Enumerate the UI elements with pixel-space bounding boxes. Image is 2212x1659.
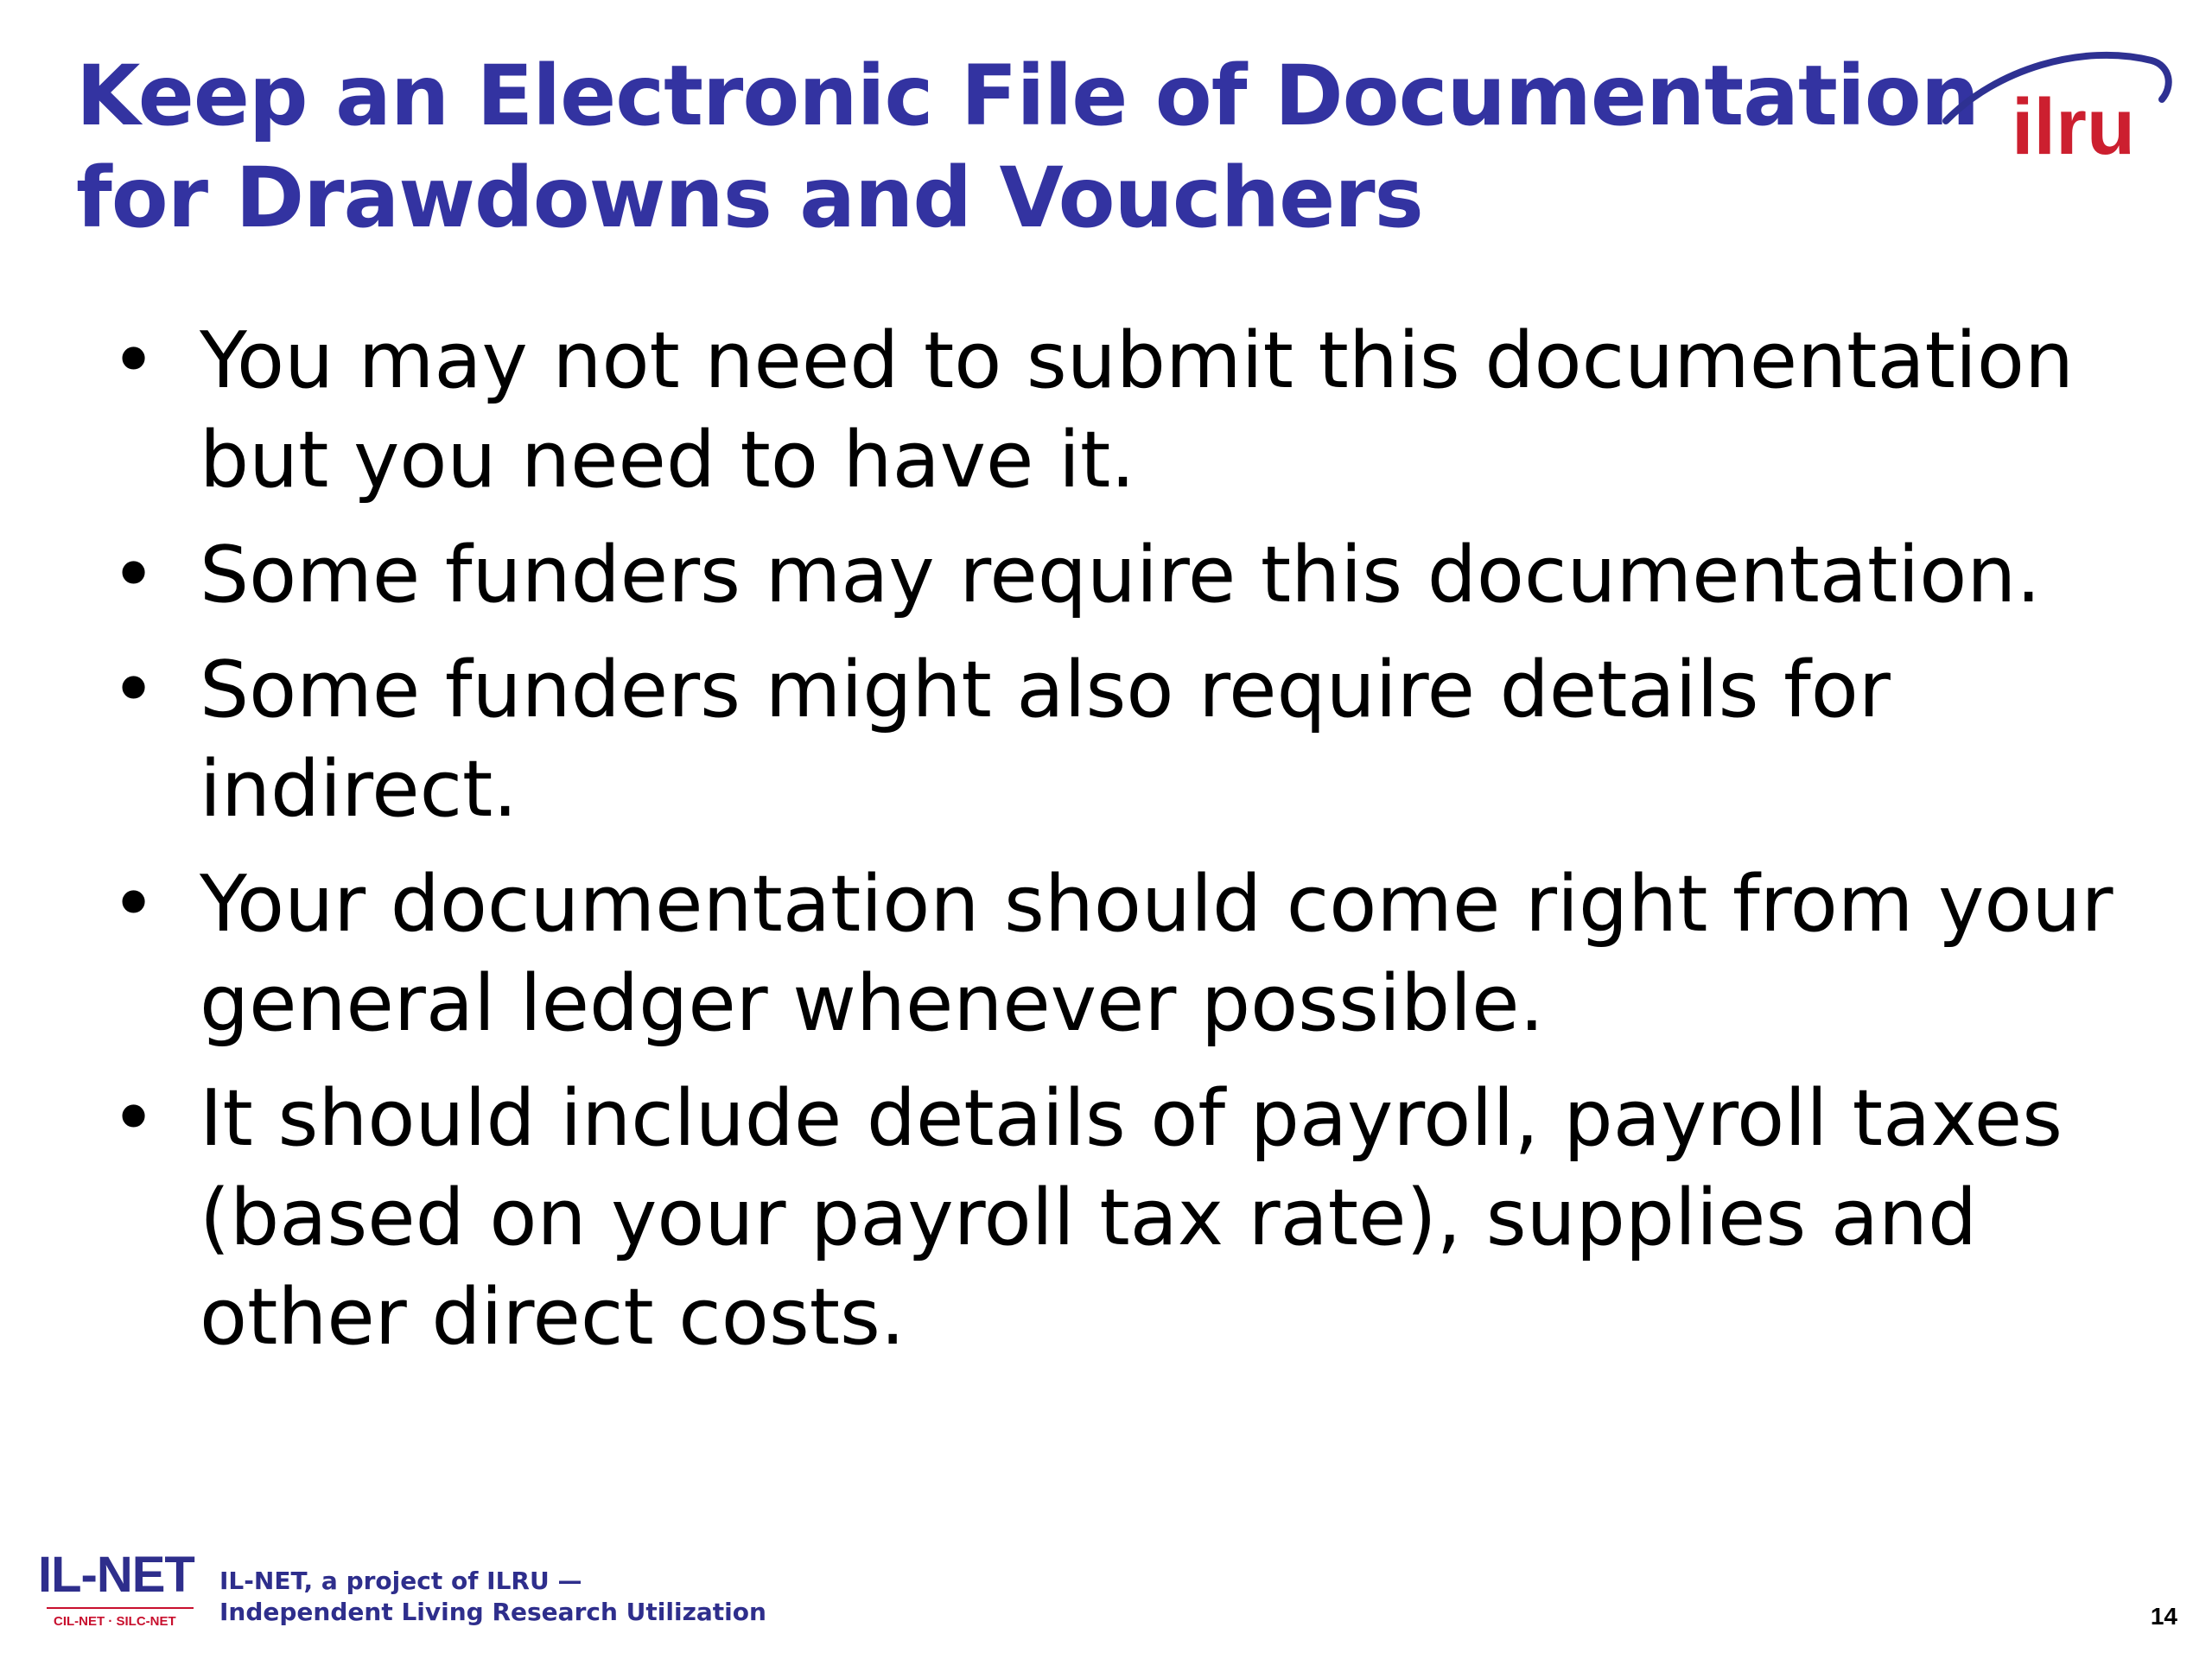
page-number: 14 bbox=[2150, 1603, 2177, 1630]
bullet-item bbox=[111, 311, 2115, 510]
bullet-text: Your documentation should come right from your general ledger whenever possible. bbox=[200, 859, 2113, 1049]
bullet-marker: • bbox=[111, 315, 157, 406]
ilnet-logo-subtext: CIL-NET · SILC-NET bbox=[54, 1614, 176, 1629]
bullet-text: Some funders may require this documentation. bbox=[200, 530, 2041, 620]
bullet-marker: • bbox=[111, 530, 157, 620]
bullet-item bbox=[111, 1069, 2115, 1367]
bullet-marker: • bbox=[111, 1073, 157, 1164]
bullet-marker: • bbox=[111, 645, 157, 735]
ilru-logo-text: ilru bbox=[2012, 83, 2136, 164]
ilnet-logo bbox=[38, 1547, 202, 1642]
bullet-marker: • bbox=[111, 859, 157, 950]
bullet-text: You may not need to submit this documentation but you need to have it. bbox=[200, 315, 2075, 505]
bullet-list bbox=[111, 311, 2115, 1382]
bullet-item bbox=[111, 525, 2115, 625]
ilnet-logo-text: IL-NET bbox=[38, 1547, 194, 1603]
ilru-logo bbox=[1936, 35, 2177, 164]
ilnet-logo-rule bbox=[47, 1607, 194, 1609]
bullet-item bbox=[111, 640, 2115, 839]
bullet-text: Some funders might also require details for indirect. bbox=[200, 645, 1891, 835]
footer-line-2: Independent Living Research Utilization bbox=[219, 1598, 766, 1626]
footer-line-1: IL-NET, a project of ILRU — bbox=[219, 1567, 582, 1595]
bullet-item bbox=[111, 855, 2115, 1053]
slide-title-line-1: Keep an Electronic File of Documentation bbox=[76, 48, 1980, 144]
slide-title-line-2: for Drawdowns and Vouchers bbox=[76, 149, 1423, 246]
slide-title bbox=[76, 45, 1980, 249]
bullet-text: It should include details of payroll, payroll taxes (based on your payroll tax rate), supplies and other direct costs. bbox=[200, 1073, 2063, 1363]
footer-credit bbox=[219, 1566, 766, 1628]
